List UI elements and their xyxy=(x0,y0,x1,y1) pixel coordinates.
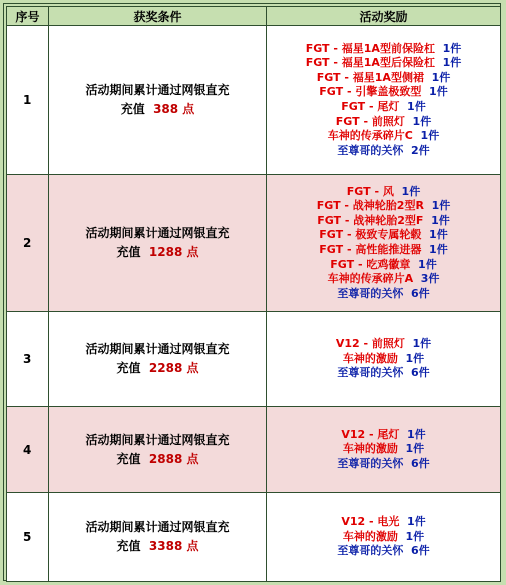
row-index: 5 xyxy=(7,493,49,582)
reward-quantity: 1件 xyxy=(420,129,440,143)
row-reward xyxy=(267,493,501,582)
row-condition xyxy=(49,407,267,493)
reward-name: FGT - 极致专属轮毂 xyxy=(319,228,422,242)
reward-quantity: 1件 xyxy=(407,427,426,441)
reward-item xyxy=(267,544,500,559)
points-value: 2888 点 xyxy=(148,451,199,466)
reward-name: 车神的传承碎片A xyxy=(327,272,414,286)
reward-quantity: 1件 xyxy=(407,515,426,529)
row-index: 4 xyxy=(7,407,49,493)
condition-text: 活动期间累计通过网银直充 xyxy=(85,226,230,240)
row-condition xyxy=(49,175,267,312)
points-value: 3388 点 xyxy=(148,539,199,553)
reward-name: 车神的激励 xyxy=(342,529,398,543)
condition-prefix: 充值 xyxy=(116,361,141,375)
reward-item xyxy=(267,115,500,130)
reward-item xyxy=(267,442,500,457)
row-reward xyxy=(267,407,501,493)
reward-quantity: 1件 xyxy=(412,114,432,128)
points-value: 2288 点 xyxy=(148,361,199,375)
reward-name: FGT - 引擎盖极致型 xyxy=(319,85,422,99)
reward-item xyxy=(267,258,500,273)
reward-quantity: 1件 xyxy=(431,199,451,213)
reward-item xyxy=(267,352,500,367)
condition-prefix: 充值 xyxy=(116,539,141,553)
condition-text: 活动期间累计通过网银直充 xyxy=(85,520,230,534)
reward-item xyxy=(267,530,500,545)
reward-name: FGT - 战神轮胎2型F xyxy=(317,213,424,227)
row-condition xyxy=(49,493,267,582)
reward-item xyxy=(267,85,500,100)
reward-item xyxy=(267,287,500,302)
condition-text: 活动期间累计通过网银直充 xyxy=(85,83,230,97)
row-index: 3 xyxy=(7,312,49,407)
header-reward: 活动奖励 xyxy=(267,7,501,26)
reward-item xyxy=(267,515,500,530)
reward-table xyxy=(6,6,501,582)
reward-name: FGT - 吃鸡徽章 xyxy=(330,257,411,271)
reward-quantity: 3件 xyxy=(420,272,440,286)
condition-prefix: 充值 xyxy=(120,102,145,116)
points-value: 388 点 xyxy=(153,102,195,116)
reward-item xyxy=(267,199,500,214)
reward-name: FGT - 福星1A型侧裙 xyxy=(316,70,424,84)
reward-name: 至尊哥的关怀 xyxy=(337,544,404,558)
reward-quantity: 1件 xyxy=(442,41,462,55)
reward-item xyxy=(267,428,500,443)
reward-name: 至尊哥的关怀 xyxy=(337,143,404,157)
row-index: 2 xyxy=(7,175,49,312)
reward-name: 车神的激励 xyxy=(342,442,398,456)
reward-quantity: 6件 xyxy=(411,544,430,558)
reward-name: V12 - 电光 xyxy=(341,515,400,529)
reward-item xyxy=(267,243,500,258)
row-reward xyxy=(267,175,501,312)
reward-item xyxy=(267,457,500,472)
condition-text: 活动期间累计通过网银直充 xyxy=(85,342,230,356)
header-condition: 获奖条件 xyxy=(49,7,267,26)
reward-quantity: 1件 xyxy=(405,351,425,365)
reward-name: FGT - 战神轮胎2型R xyxy=(316,199,424,213)
reward-item xyxy=(267,366,500,381)
reward-name: 至尊哥的关怀 xyxy=(337,366,404,380)
reward-name: FGT - 福星1A型前保险杠 xyxy=(305,41,435,55)
reward-name: 至尊哥的关怀 xyxy=(337,286,404,300)
table-row xyxy=(7,407,501,493)
reward-name: 至尊哥的关怀 xyxy=(337,456,404,470)
reward-name: FGT - 福星1A型后保险杠 xyxy=(305,56,435,70)
table-row xyxy=(7,493,501,582)
reward-name: V12 - 尾灯 xyxy=(341,427,400,441)
reward-quantity: 1件 xyxy=(407,100,426,113)
reward-item xyxy=(267,56,500,71)
reward-name: FGT - 前照灯 xyxy=(335,114,405,128)
reward-quantity: 1件 xyxy=(405,442,425,456)
reward-item xyxy=(267,228,500,243)
condition-prefix: 充值 xyxy=(116,451,141,466)
reward-item xyxy=(267,100,500,115)
reward-name: 车神的激励 xyxy=(342,351,398,365)
reward-item xyxy=(267,129,500,144)
row-condition xyxy=(49,26,267,175)
table-row xyxy=(7,175,501,312)
reward-item xyxy=(267,144,500,159)
reward-quantity: 2件 xyxy=(411,143,430,157)
reward-quantity: 1件 xyxy=(431,213,450,227)
reward-quantity: 1件 xyxy=(431,70,451,84)
reward-table-frame xyxy=(3,3,501,581)
reward-quantity: 6件 xyxy=(411,286,430,300)
row-index: 1 xyxy=(7,26,49,175)
reward-quantity: 1件 xyxy=(418,257,437,271)
reward-quantity: 6件 xyxy=(411,456,430,470)
reward-quantity: 6件 xyxy=(411,366,430,380)
reward-quantity: 1件 xyxy=(405,529,425,543)
table-header-row xyxy=(7,7,501,26)
reward-quantity: 1件 xyxy=(442,56,462,70)
reward-name: FGT - 风 xyxy=(346,184,394,198)
reward-name: 车神的传承碎片C xyxy=(327,129,413,143)
reward-item xyxy=(267,214,500,229)
reward-quantity: 1件 xyxy=(429,85,448,99)
reward-quantity: 1件 xyxy=(401,184,421,198)
reward-name: FGT - 尾灯 xyxy=(341,100,400,113)
reward-item xyxy=(267,272,500,287)
row-reward xyxy=(267,26,501,175)
reward-item xyxy=(267,185,500,200)
table-row xyxy=(7,312,501,407)
points-value: 1288 点 xyxy=(148,245,199,259)
row-reward xyxy=(267,312,501,407)
reward-item xyxy=(267,71,500,86)
reward-name: FGT - 高性能推进器 xyxy=(319,243,422,256)
reward-quantity: 1件 xyxy=(412,337,432,351)
condition-text: 活动期间累计通过网银直充 xyxy=(85,432,230,447)
header-index: 序号 xyxy=(7,7,49,26)
reward-quantity: 1件 xyxy=(429,243,448,256)
reward-quantity: 1件 xyxy=(429,228,448,242)
reward-name: V12 - 前照灯 xyxy=(335,337,405,351)
reward-item xyxy=(267,337,500,352)
table-body xyxy=(7,26,501,582)
reward-item xyxy=(267,42,500,57)
row-condition xyxy=(49,312,267,407)
condition-prefix: 充值 xyxy=(116,245,141,259)
table-row xyxy=(7,26,501,175)
